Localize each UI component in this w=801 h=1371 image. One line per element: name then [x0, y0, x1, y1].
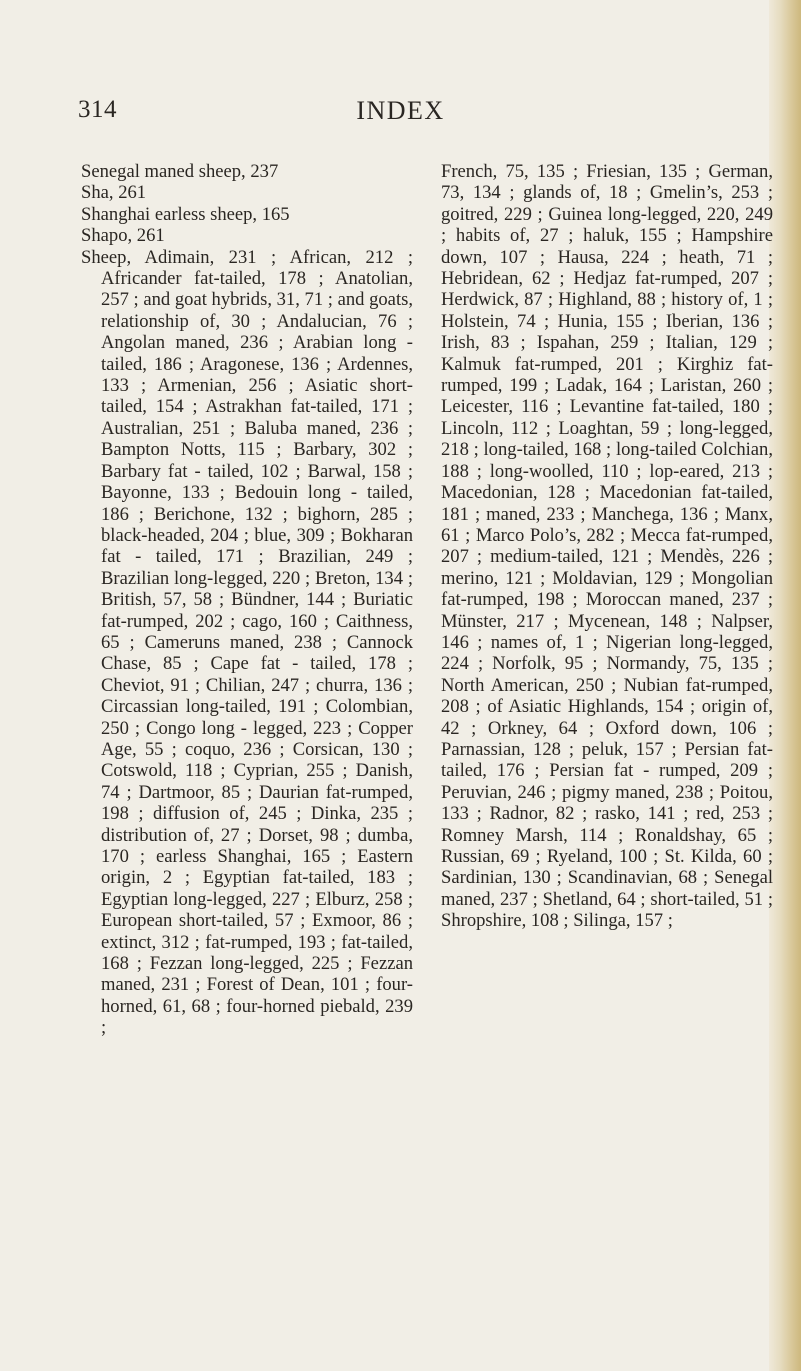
- page-number: 314: [78, 96, 117, 123]
- index-entry-sheep-continued: French, 75, 135 ; Friesian, 135 ; German, 73, 134 ; glands of, 18 ; Gmelin’s, 253 ; goitred, 229 ; Guinea long-legged, 220, 249 ; habits of, 27 ; haluk, 155 ; Hampshire down, 107 ; Hausa, 224 ; heath, 71 ; Hebridean, 62 ; Hedjaz fat-rumped, 207 ; Herdwick, 87 ; Highland, 88 ; history of, 1 ; Holstein, 74 ; Hunia, 155 ; Iberian, 136 ; Irish, 83 ; Ispahan, 259 ; Italian, 129 ; Kalmuk fat-rumped, 201 ; Kirghiz fat-rumped, 199 ; Ladak, 164 ; Laristan, 260 ; Leicester, 116 ; Levantine fat-tailed, 180 ; Lincoln, 112 ; Loaghtan, 59 ; long-legged, 218 ; long-tailed, 168 ; long-tailed Colchian, 188 ; long-woolled, 110 ; lop-eared, 213 ; Macedonian, 128 ; Macedonian fat-tailed, 181 ; maned, 233 ; Manchega, 136 ; Manx, 61 ; Marco Polo’s, 282 ; Mecca fat-rumped, 207 ; medium-tailed, 121 ; Mendès, 226 ; merino, 121 ; Moldavian, 129 ; Mongolian fat-rumped, 198 ; Moroccan maned, 237 ; Münster, 217 ; Mycenean, 148 ; Nalpser, 146 ; names of, 1 ; Nigerian long-legged, 224 ; Norfolk, 95 ; Normandy, 75, 135 ; North American, 250 ; Nubian fat-rumped, 208 ; of Asiatic Highlands, 154 ; origin of, 42 ; Orkney, 64 ; Oxford down, 106 ; Parnassian, 128 ; peluk, 157 ; Persian fat-tailed, 176 ; Persian fat - rumped, 209 ; Peruvian, 246 ; pigmy maned, 238 ; Poitou, 133 ; Radnor, 82 ; rasko, 141 ; red, 253 ; Romney Marsh, 114 ; Ronaldshay, 65 ; Russian, 69 ; Ryeland, 100 ; St. Kilda, 60 ; Sardinian, 130 ; Scandinavian, 68 ; Senegal maned, 237 ; Shetland, 64 ; short-tailed, 51 ; Shropshire, 108 ; Silinga, 157 ;: [441, 161, 773, 932]
- page-edge-shadow: [769, 0, 801, 1371]
- index-column-right: [441, 161, 773, 932]
- running-title: INDEX: [356, 96, 445, 125]
- index-entry-sha: Sha, 261: [81, 182, 147, 204]
- index-entry-senegal: Senegal maned sheep, 237: [81, 161, 279, 182]
- index-entry-sheep: Sheep, Adimain, 231 ; African, 212 ; Africander fat-tailed, 178 ; Anatolian, 257 ; and goat hybrids, 31, 71 ; and goats, relationship of, 30 ; Andalucian, 76 ; Angolan maned, 236 ; Arabian long - tailed, 186 ; Aragonese, 136 ; Ardennes, 133 ; Armenian, 256 ; Asiatic short-tailed, 154 ; Astrakhan fat-tailed, 171 ; Australian, 251 ; Baluba maned, 236 ; Bampton Notts, 115 ; Barbary, 302 ; Barbary fat - tailed, 102 ; Barwal, 158 ; Bayonne, 133 ; Bedouin long - tailed, 186 ; Berichone, 132 ; bighorn, 285 ; black-headed, 204 ; blue, 309 ; Bokharan fat - tailed, 171 ; Brazilian, 249 ; Brazilian long-legged, 220 ; Breton, 134 ; British, 57, 58 ; Bündner, 144 ; Buriatic fat-rumped, 202 ; cago, 160 ; Caithness, 65 ; Cameruns maned, 238 ; Cannock Chase, 85 ; Cape fat - tailed, 178 ; Cheviot, 91 ; Chilian, 247 ; churra, 136 ; Circassian long-tailed, 191 ; Colombian, 250 ; Congo long - legged, 223 ; Copper Age, 55 ; coquo, 236 ; Corsican, 130 ; Cotswold, 118 ; Cyprian, 255 ; Danish, 74 ; Dartmoor, 85 ; Daurian fat-rumped, 198 ; diffusion of, 245 ; Dinka, 235 ; distribution of, 27 ; Dorset, 98 ; dumba, 170 ; earless Shanghai, 165 ; Eastern origin, 2 ; Egyptian fat-tailed, 183 ; Egyptian long-legged, 227 ; Elburz, 258 ; European short-tailed, 57 ; Exmoor, 86 ; extinct, 312 ; fat-rumped, 193 ; fat-tailed, 168 ; Fezzan long-legged, 225 ; Fezzan maned, 231 ; Forest of Dean, 101 ; four-horned, 61, 68 ; four-horned piebald, 239 ;: [81, 246, 413, 1039]
- index-columns: [81, 161, 771, 1321]
- page-header: [0, 96, 801, 136]
- index-column-left: [81, 161, 413, 1039]
- index-entry-shanghai: Shanghai earless sheep, 165: [81, 203, 290, 225]
- index-entry-shapo: Shapo, 261: [81, 225, 165, 247]
